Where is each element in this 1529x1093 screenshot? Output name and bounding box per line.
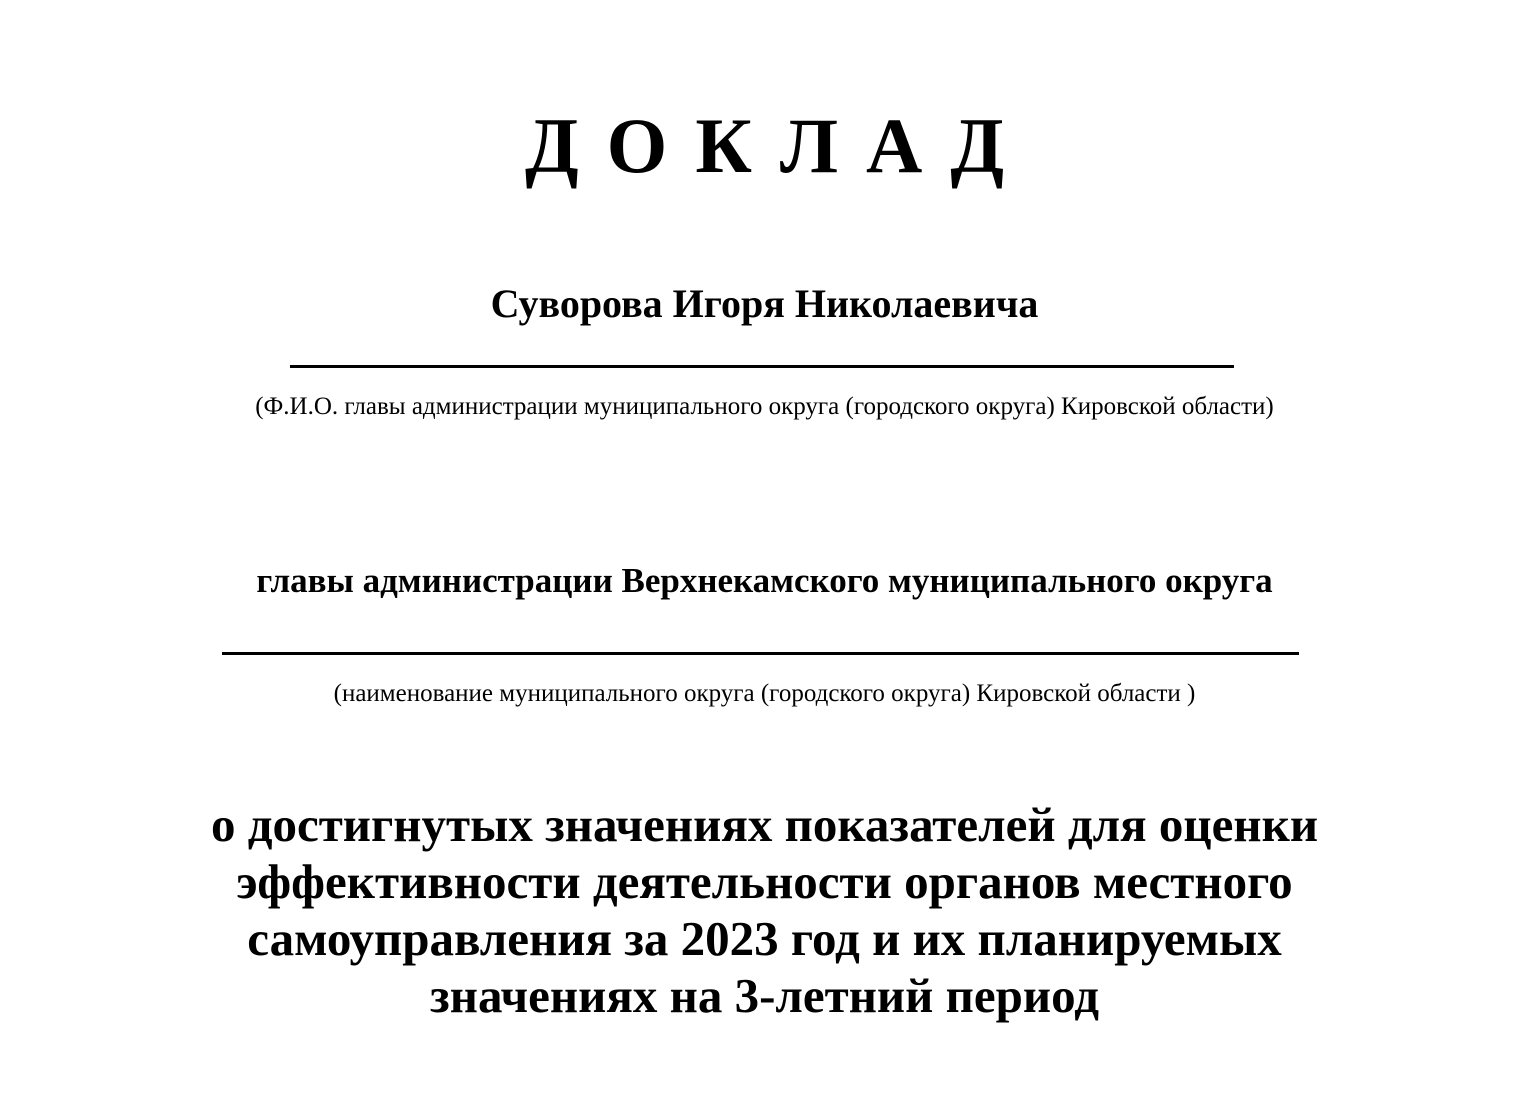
subject-line: эффективности деятельности органов местного: [236, 854, 1293, 909]
document-heading: ДОКЛАД: [524, 102, 1032, 189]
organization-underline: [222, 652, 1299, 655]
subject-line: самоуправления за 2023 год и их планируемых: [247, 911, 1282, 966]
subject-line: значениях на 3-летний период: [430, 968, 1099, 1023]
organization-caption: (наименование муниципального округа (городского округа) Кировской области ): [333, 680, 1196, 707]
subject-line: о достигнутых значениях показателей для оценки: [210, 797, 1319, 852]
person-name: Суворова Игоря Николаевича: [490, 281, 1039, 326]
name-underline: [290, 365, 1234, 368]
organization-name: главы администрации Верхнекамского муниципального округа: [256, 561, 1273, 600]
person-caption: (Ф.И.О. главы администрации муниципального округа (городского округа) Кировской области): [255, 393, 1274, 420]
report-subject: [0, 796, 1529, 1024]
